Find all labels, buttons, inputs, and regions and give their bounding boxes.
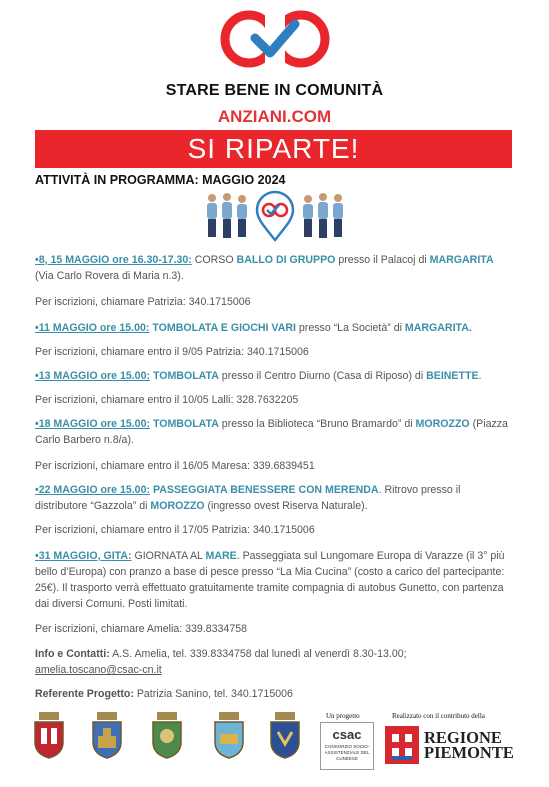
event-4-info: Per iscrizioni, chiamare entro il 16/05 Maresa: 339.6839451 xyxy=(35,460,315,472)
event-5: •22 MAGGIO ore 15.00: PASSEGGIATA BENESSERE CON MERENDA. Ritrovo presso il distributore “Gazzola” di MOROZZO (ingresso ovest Riserva Naturale). xyxy=(35,484,461,512)
page-title: STARE BENE IN COMUNITÀ xyxy=(165,82,384,99)
event-6: •31 MAGGIO, GITA: GIORNATA AL MARE. Passeggiata sul Lungomare Europa di Varazze (il 3° più bello d’Europa) con pranzo a base di pesce presso “La Mia Cucina” (costo a carico del partecipante: 25€). Il trasporto verrà effettuato gratuitamente tramite compagnia di autobus Gunetto, con partenza dai diversi Comuni. Posti limitati. xyxy=(35,550,505,610)
event-5-info: Per iscrizioni, chiamare entro il 17/05 Patrizia: 340.1715006 xyxy=(35,524,315,536)
banner-si-riparte: SI RIPARTE! xyxy=(35,130,512,168)
municipal-crest-icon xyxy=(266,710,304,760)
regione-piemonte-text: REGIONE PIEMONTE xyxy=(424,728,514,762)
event-4: •18 MAGGIO ore 15.00: TOMBOLATA presso la Biblioteca “Bruno Bramardo” di MOROZZO (Piazza Carlo Barbero n.8/a). xyxy=(35,418,508,446)
municipal-crest-icon xyxy=(210,710,248,760)
program-heading: ATTIVITÀ IN PROGRAMMA: MAGGIO 2024 xyxy=(35,173,286,187)
contacts: Info e Contatti: A.S. Amelia, tel. 339.8334758 dal lunedì al venerdì 8.30-13.00; amelia.toscano@csac-cn.it xyxy=(35,648,407,676)
event-2-info: Per iscrizioni, chiamare entro il 9/05 Patrizia: 340.1715006 xyxy=(35,346,309,358)
event-1: •8, 15 MAGGIO ore 16.30-17.30: CORSO BALLO DI GRUPPO presso il Palacoj di MARGARITA (Via Carlo Rovera di Maria n.3). xyxy=(35,254,494,282)
event-2: •11 MAGGIO ore 15.00: TOMBOLATA E GIOCHI VARI presso “La Società” di MARGARITA. xyxy=(35,322,472,334)
regione-piemonte-emblem-icon xyxy=(385,726,419,764)
consortium-logo: csac CONSORZIO SOCIO-ASSISTENZIALE DEL CUNEESE xyxy=(320,722,374,770)
project-caption: Un progetto xyxy=(326,712,360,720)
event-1-info: Per iscrizioni, chiamare Patrizia: 340.1715006 xyxy=(35,296,251,308)
anziani-logo xyxy=(215,8,335,70)
municipal-crest-icon xyxy=(30,710,68,760)
referente: Referente Progetto: Patrizia Sanino, tel. 340.1715006 xyxy=(35,688,293,700)
event-3: •13 MAGGIO ore 15.00: TOMBOLATA presso il Centro Diurno (Casa di Riposo) di BEINETTE. xyxy=(35,370,482,382)
email-link[interactable]: amelia.toscano@csac-cn.it xyxy=(35,664,162,676)
event-6-info: Per iscrizioni, chiamare Amelia: 339.8334758 xyxy=(35,623,247,635)
municipal-crest-icon xyxy=(88,710,126,760)
people-illustration xyxy=(200,190,350,242)
municipal-crest-icon xyxy=(148,710,186,760)
site-name: ANZIANI.COM xyxy=(217,107,332,126)
contribution-caption: Realizzato con il contributo della xyxy=(392,712,485,720)
event-3-info: Per iscrizioni, chiamare entro il 10/05 Lalli: 328.7632205 xyxy=(35,394,299,406)
